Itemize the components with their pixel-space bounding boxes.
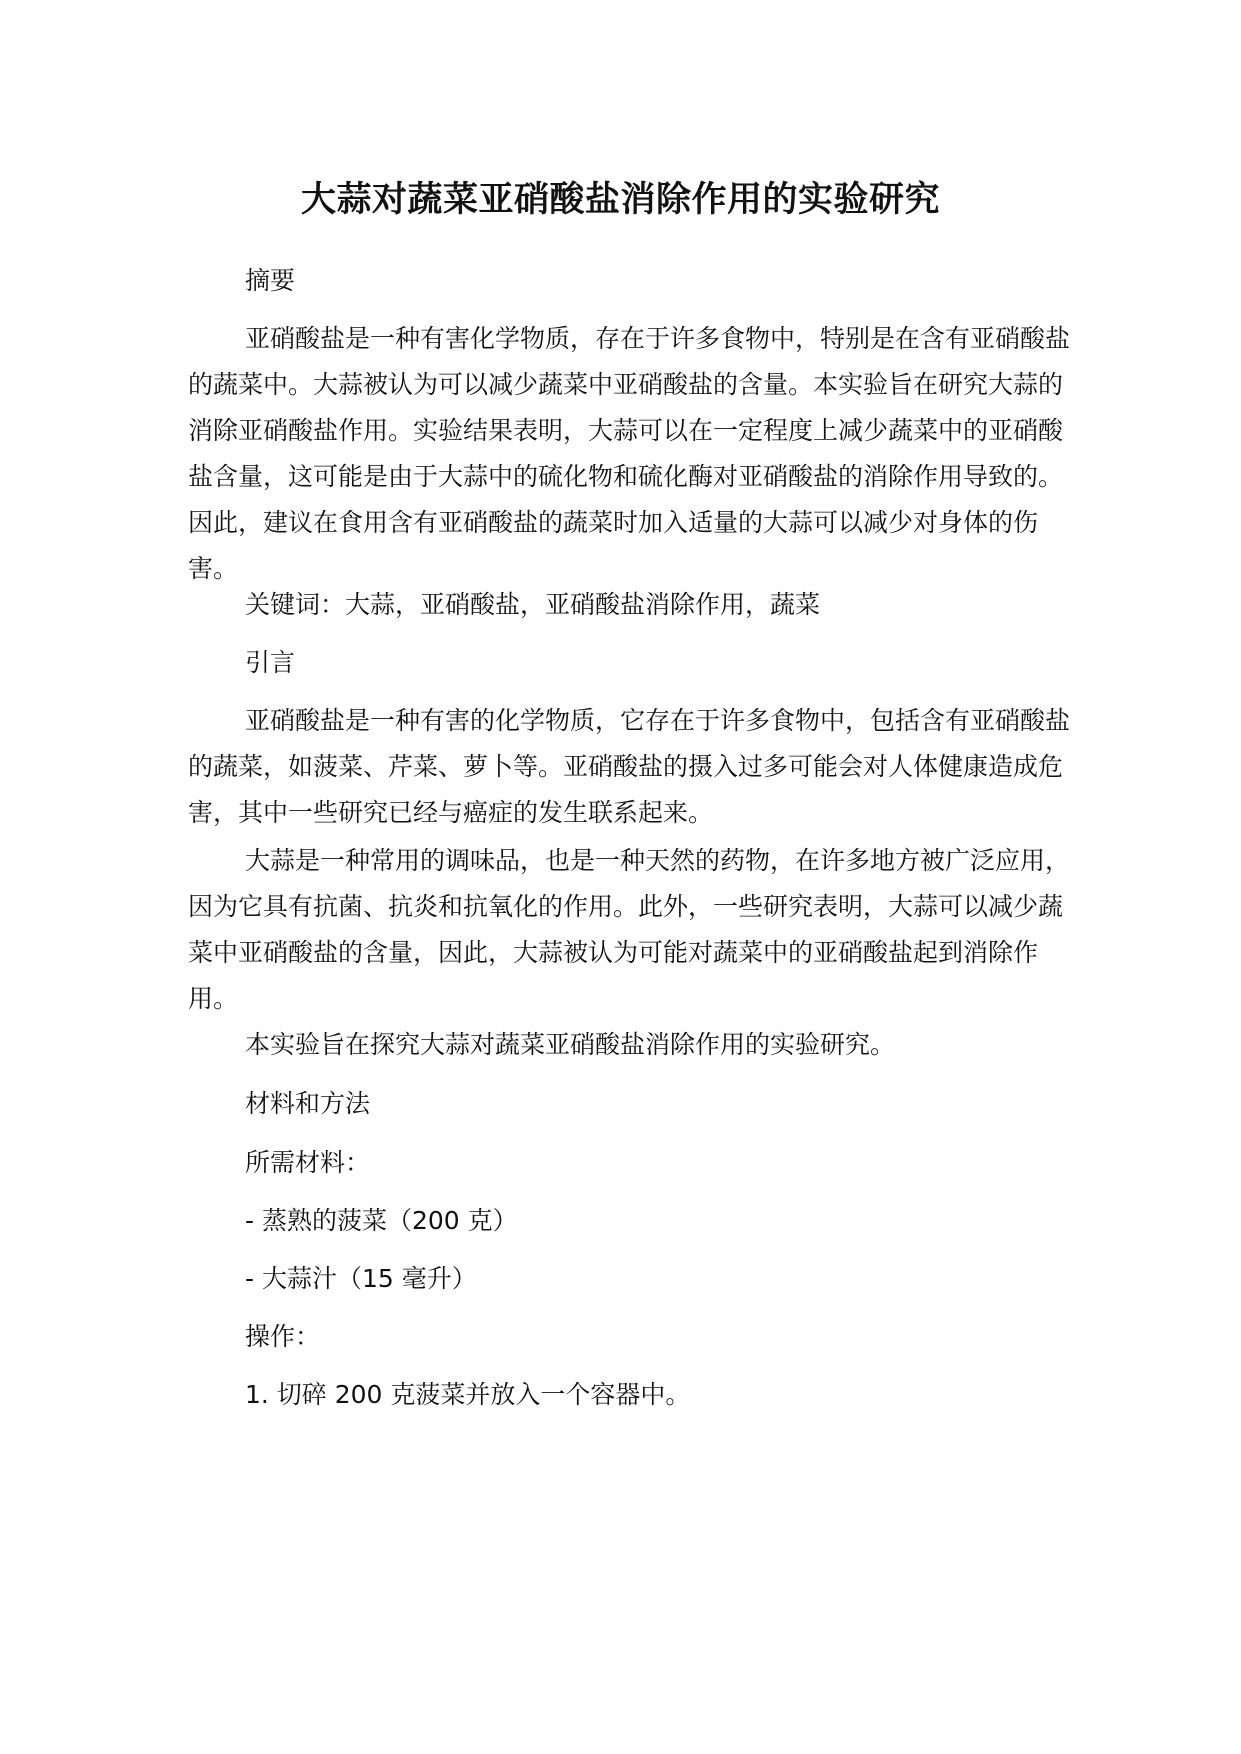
operation-heading: 操作： — [245, 1322, 321, 1351]
intro-heading: 引言 — [245, 648, 296, 677]
intro-paragraph-2: 大蒜是一种常用的调味品，也是一种天然的药物，在许多地方被广泛应用，因为它具有抗菌、抗炎和抗氧化的作用。此外，一些研究表明，大蒜可以减少蔬菜中亚硝酸盐的含量，因此，大蒜被认为可能对蔬菜中的亚硝酸盐起到消除作用。 — [188, 846, 1071, 1013]
operation-step: 1. 切碎 200 克菠菜并放入一个容器中。 — [245, 1380, 691, 1409]
abstract-paragraph: 亚硝酸盐是一种有害化学物质，存在于许多食物中，特别是在含有亚硝酸盐的蔬菜中。大蒜被认为可以减少蔬菜中亚硝酸盐的含量。本实验旨在研究大蒜的消除亚硝酸盐作用。实验结果表明，大蒜可以在一定程度上减少蔬菜中的亚硝酸盐含量，这可能是由于大蒜中的硫化物和硫化酶对亚硝酸盐的消除作用导致的。因此，建议在食用含有亚硝酸盐的蔬菜时加入适量的大蒜可以减少对身体的伤害。 — [188, 324, 1071, 583]
material-item: - 蒸熟的菠菜（200 克） — [245, 1206, 518, 1235]
methods-heading: 材料和方法 — [245, 1089, 371, 1118]
materials-heading: 所需材料： — [245, 1148, 371, 1177]
abstract-heading: 摘要 — [245, 266, 296, 295]
keywords-line: 关键词：大蒜，亚硝酸盐，亚硝酸盐消除作用，蔬菜 — [245, 590, 821, 619]
material-item: - 大蒜汁（15 毫升） — [245, 1264, 477, 1293]
intro-paragraph-3: 本实验旨在探究大蒜对蔬菜亚硝酸盐消除作用的实验研究。 — [245, 1030, 896, 1059]
document-title: 大蒜对蔬菜亚硝酸盐消除作用的实验研究 — [300, 180, 940, 220]
intro-paragraph-1: 亚硝酸盐是一种有害的化学物质，它存在于许多食物中，包括含有亚硝酸盐的蔬菜，如菠菜、芹菜、萝卜等。亚硝酸盐的摄入过多可能会对人体健康造成危害，其中一些研究已经与癌症的发生联系起来。 — [188, 706, 1071, 827]
